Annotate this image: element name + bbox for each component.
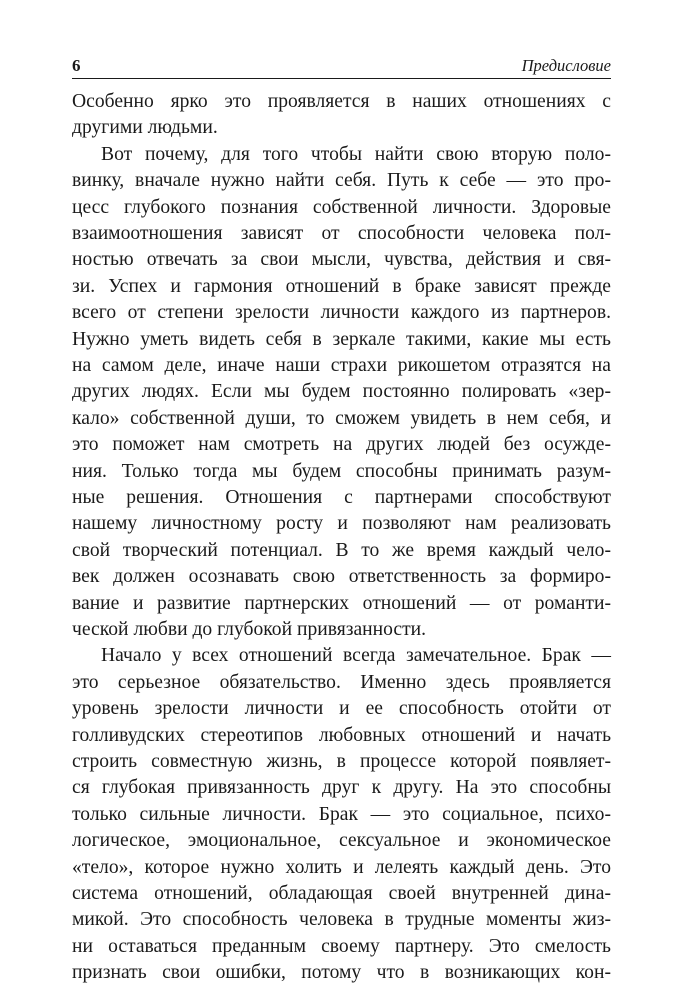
text-line: век должен осознавать свою ответственность за формиро- — [72, 566, 611, 588]
text-line: строить совместную жизнь, в процессе которой появляет- — [72, 751, 611, 772]
text-line: система отношений, обладающая своей внутренней дина- — [72, 883, 611, 904]
text-line: всего от степени зрелости личности каждого из партнеров. — [72, 302, 611, 324]
text-line: голливудских стереотипов любовных отношений и начать — [72, 724, 611, 746]
text-line: на самом деле, иначе наши страхи рикошетом отразятся на — [72, 355, 611, 376]
page-header — [72, 54, 611, 79]
text-line: Вот почему, для того чтобы найти свою вторую поло- — [101, 143, 611, 165]
text-line: ся глубокая привязанность друг к другу. На это способны — [72, 777, 611, 799]
text-line: микой. Это способность человека в трудные моменты жиз- — [72, 909, 611, 931]
text-line: ческой любви до глубокой привязанности. — [72, 619, 427, 640]
text-line: Нужно уметь видеть себя в зеркале такими, какие мы есть — [72, 328, 611, 350]
text-line: взаимоотношения зависят от способности человека пол- — [72, 223, 611, 244]
running-head: Предисловие — [521, 56, 611, 75]
text-line: зи. Успех и гармония отношений в браке зависят прежде — [72, 275, 611, 297]
text-line: Особенно ярко это проявляется в наших отношениях с — [72, 91, 611, 112]
text-line: ностью отвечать за свои мысли, чувства, действия и свя- — [72, 249, 611, 271]
text-line: ни оставаться преданным своему партнеру. Это смелость — [72, 935, 611, 957]
text-line: только сильные личности. Брак — это социальное, психо- — [72, 803, 611, 825]
text-line: нашему личностному росту и позволяют нам реализовать — [72, 513, 611, 535]
text-line: винку, вначале нужно найти себя. Путь к себе — это про- — [72, 170, 611, 192]
text-line: уровень зрелости личности и ее способность отойти от — [72, 698, 611, 720]
text-line: другими людьми. — [72, 117, 218, 139]
text-line: «тело», которое нужно холить и лелеять каждый день. Это — [72, 856, 611, 878]
text-line: Начало у всех отношений всегда замечательное. Брак — — [101, 645, 611, 667]
text-line: свой творческий потенциал. В то же время каждый чело- — [72, 539, 611, 561]
text-line: других людях. Если мы будем постоянно полировать «зер- — [72, 381, 611, 403]
text-line: ния. Только тогда мы будем способны принимать разум- — [72, 460, 611, 482]
text-line: это поможет нам смотреть на других людей без осужде- — [72, 434, 611, 456]
text-line: логическое, эмоциональное, сексуальное и экономическое — [72, 830, 611, 852]
text-line: вание и развитие партнерских отношений — от романти- — [72, 592, 611, 614]
page-number: 6 — [72, 56, 81, 75]
text-line: ные решения. Отношения с партнерами способствуют — [72, 487, 611, 508]
text-line: признать свои ошибки, потому что в возникающих кон- — [72, 962, 611, 984]
text-line: это серьезное обязательство. Именно здесь проявляется — [72, 671, 611, 693]
text-line: кало» собственной души, то сможем увидеть в нем себя, и — [72, 407, 611, 429]
text-line: цесс глубокого познания собственной личности. Здоровые — [72, 196, 611, 218]
